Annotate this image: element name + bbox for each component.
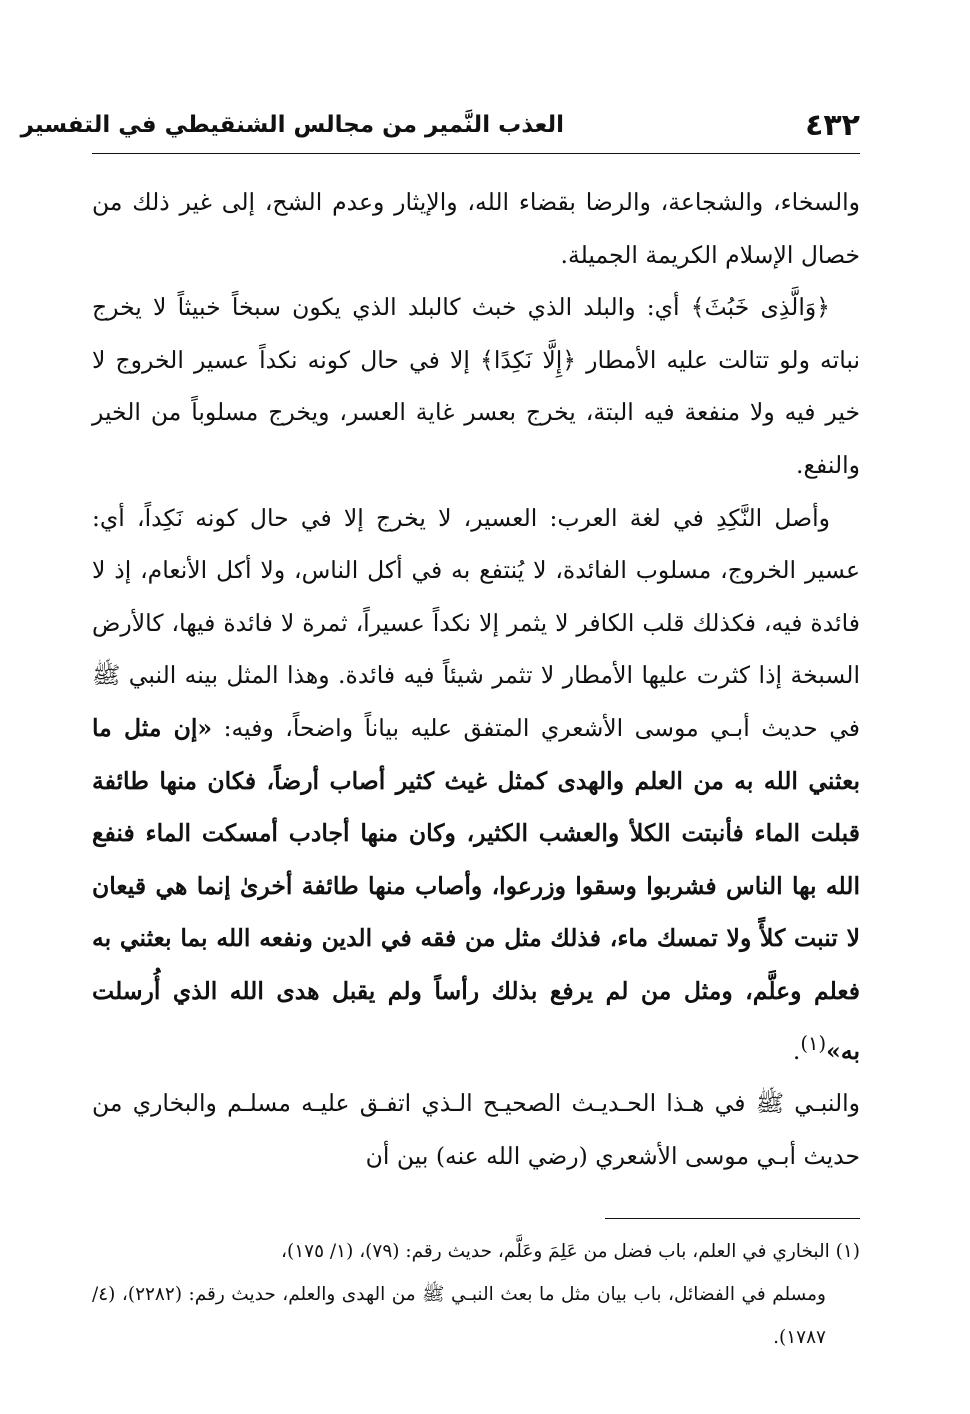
paragraph-3-end: . [792,1036,801,1065]
footnote-1-line-1: (١) البخاري في العلم، باب فضل من عَلِمَ وعَلَّم، حديث رقم: (٧٩)، (١/ ١٧٥)، [281,1241,860,1262]
paragraph-4: والنبـي ﷺ في هـذا الحـديـث الصحيـح الـذي اتفـق عليـه مسلـم والبخاري من حديث أبـي موسى الأشعري (رضي الله عنه) بين أن [92,1088,860,1170]
hadith-quote: «إن مثل ما بعثني الله به من العلم والهدى كمثل غيث كثير أصاب أرضاً، فكان منها طائفة قبلت الماء فأنبتت الكلأ والعشب الكثير، وكان منها أجادب أمسكت الماء فنفع الله بها الناس فشربوا وسقوا وزرعوا، وأصاب منها طائفة أخرىٰ إنما هي قيعان لا تنبت كلأً ولا تمسك ماء، فذلك مثل من فقه في الدين ونفعه الله بما بعثني به فعلم وعلَّم، ومثل من لم يرفع بذلك رأساً ولم يقبل هدى الله الذي أُرسلت به» [92,713,860,1065]
footnote-divider [605,1218,860,1219]
paragraph-3 [92,492,860,1077]
header-divider [92,153,860,154]
paragraph-2: ﴿وَالَّذِى خَبُثَ﴾ أي: والبلد الذي خبث كالبلد الذي يكون سبخاً خبيثاً لا يخرج نباته ولو تتالت عليه الأمطار ﴿إِلَّا نَكِدًا﴾ إلا في حال كونه نكداً عسير الخروج لا خير فيه ولا منفعة فيه البتة، يخرج بعسر غاية العسر، ويخرج مسلوباً من الخير والنفع. [92,293,860,479]
paragraph-3-text: وأصل النَّكِدِ في لغة العرب: العسير، لا يخرج إلا في حال كونه نَكِداً، أي: عسير الخروج، مسلوب الفائدة، لا يُنتفع به في أكل الناس، ولا أكل الأنعام، إذ لا فائدة فيه، فكذلك قلب الكافر لا يثمر إلا نكداً عسيراً، ثمرة لا فائدة فيها، كالأرض السبخة إذا كثرت عليها الأمطار لا تثمر شيئاً فيه فائدة. وهذا المثل بينه النبي ﷺ في حديث أبـي موسى الأشعري المتفق عليه بياناً واضحاً، وفيه: [92,503,861,742]
running-title: العذب النَّمير من مجالس الشنقيطي في التفسير [20,112,564,138]
page-header [20,106,860,154]
paragraph-1: والسخاء، والشجاعة، والرضا بقضاء الله، والإيثار وعدم الشح، إلى غير ذلك من خصال الإسلام الكريمة الجميلة. [92,188,860,269]
footnote-ref-1: (١) [800,1031,827,1055]
main-text [92,176,860,1182]
footnotes [92,1230,860,1359]
footnote-1-continuation: ومسلم في الفضائل، باب بيان مثل ما بعث النبـي ﷺ من الهدى والعلم، حديث رقم: (٢٢٨٢)، (٤/ ١٧٨٧). [92,1284,826,1348]
page-number: ٤٣٢ [805,108,860,143]
